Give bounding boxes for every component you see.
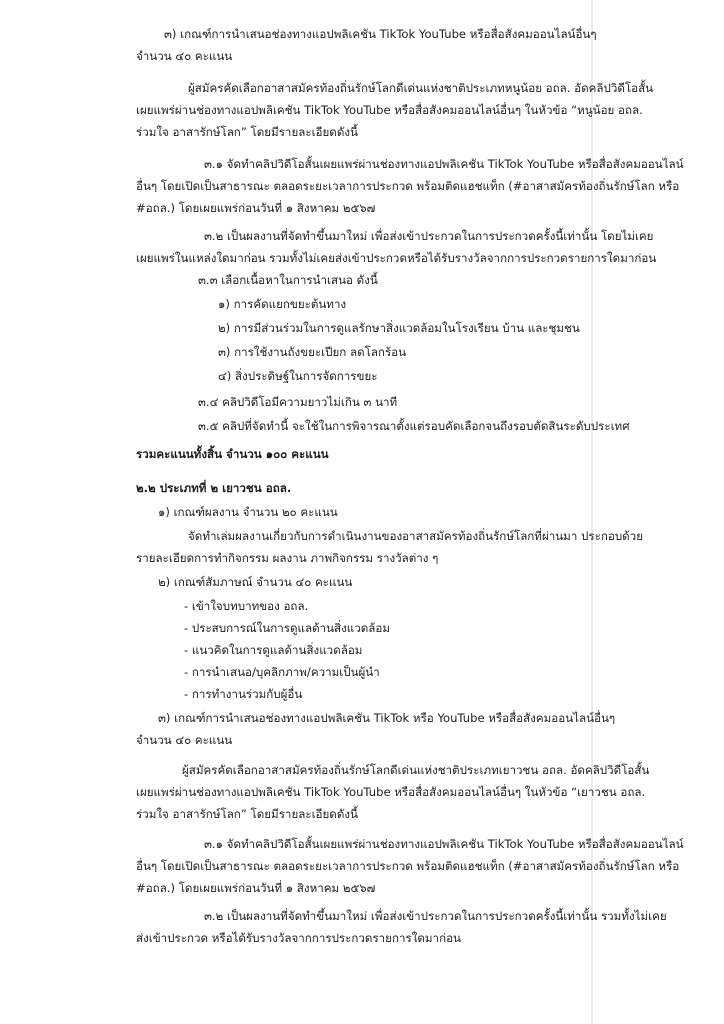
s2-interview-item: - แนวคิดในการดูแลด้านสิ่งแวดล้อม	[184, 643, 363, 657]
s1-r35: ๓.๕ คลิปที่จัดทำนี้ จะใช้ในการพิจารณาตั้งแต่รอบคัดเลือกจนถึงรอบตัดสินระดับประเทศ	[198, 419, 630, 433]
s2-desc-line: เผยแพร่ผ่านช่องทางแอปพลิเคชัน TikTok YouTube หรือสื่อสังคมออนไลน์อื่นๆ ในหัวข้อ “เยาวชน อถล.	[136, 785, 646, 799]
s2-r32-line: ส่งเข้าประกวด หรือได้รับรางวัลจากการประกวดรายการใดมาก่อน	[136, 931, 461, 945]
s2-item2: ๒) เกณฑ์สัมภาษณ์ จำนวน ๔๐ คะแนน	[158, 575, 353, 589]
s2-r31-line: อื่นๆ โดยเปิดเป็นสาธารณะ ตลอดระยะเวลาการประกวด พร้อมติดแฮชแท็ก (#อาสาสมัครท้องถิ่นรักษ์โลก หรือ	[136, 859, 680, 873]
s1-desc-line: ร่วมใจ อาสารักษ์โลก” โดยมีรายละเอียดดังนี้	[136, 125, 358, 139]
s1-r34: ๓.๔ คลิปวิดีโอมีความยาวไม่เกิน ๓ นาที	[198, 395, 398, 409]
s2-interview-item: - การทำงานร่วมกับผู้อื่น	[184, 687, 303, 701]
s2-interview-item: - การนำเสนอ/บุคลิกภาพ/ความเป็นผู้นำ	[184, 665, 380, 679]
s1-item3-score: จำนวน ๔๐ คะแนน	[136, 49, 233, 63]
s1-desc-line: เผยแพร่ผ่านช่องทางแอปพลิเคชัน TikTok YouTube หรือสื่อสังคมออนไลน์อื่นๆ ในหัวข้อ “หนูน้อย อถล.	[136, 103, 643, 117]
s1-r33: ๓.๓ เลือกเนื้อหาในการนำเสนอ ดังนี้	[198, 273, 378, 287]
s1-desc-line: ผู้สมัครคัดเลือกอาสาสมัครท้องถิ่นรักษ์โลกดีเด่นแห่งชาติประเภทหนูน้อย อถล. อัดคลิปวิดีโอสั้น	[188, 81, 654, 95]
s1-topic-item: ๑) การคัดแยกขยะต้นทาง	[218, 297, 347, 311]
s1-r31-line: ๓.๑ จัดทำคลิปวิดีโอสั้นเผยแพร่ผ่านช่องทางแอปพลิเคชัน TikTok YouTube หรือสื่อสังคมออนไลน์	[204, 157, 684, 171]
s2-item1: ๑) เกณฑ์ผลงาน จำนวน ๒๐ คะแนน	[158, 505, 338, 519]
s1-topic-item: ๔) สิ่งประดิษฐ์ในการจัดการขยะ	[218, 369, 378, 383]
s1-topic-item: ๓) การใช้งานถังขยะเปียก ลดโลกร้อน	[218, 345, 407, 359]
s2-heading: ๒.๒ ประเภทที่ ๒ เยาวชน อถล.	[136, 481, 292, 495]
s2-item1-desc: จัดทำเล่มผลงานเกี่ยวกับการดำเนินงานของอาสาสมัครท้องถิ่นรักษ์โลกที่ผ่านมา ประกอบด้วย	[188, 529, 644, 543]
s2-interview-item: - เข้าใจบทบาทของ อถล.	[184, 599, 309, 613]
s2-r31-line: #อถล.) โดยเผยแพร่ก่อนวันที่ ๑ สิงหาคม ๒๕๖๗	[136, 881, 376, 895]
s1-r32-line: ๓.๒ เป็นผลงานที่จัดทำขึ้นมาใหม่ เพื่อส่งเข้าประกวดในการประกวดครั้งนี้เท่านั้น โดยไม่เคย	[204, 229, 654, 243]
s2-interview-item: - ประสบการณ์ในการดูแลด้านสิ่งแวดล้อม	[184, 621, 391, 635]
s2-desc-line: ผู้สมัครคัดเลือกอาสาสมัครท้องถิ่นรักษ์โลกดีเด่นแห่งชาติประเภทเยาวชน อถล. อัดคลิปวิดีโอสั้น	[182, 763, 650, 777]
total-score: รวมคะแนนทั้งสิ้น จำนวน ๑๐๐ คะแนน	[136, 447, 329, 461]
s2-item3-title: ๓) เกณฑ์การนำเสนอช่องทางแอปพลิเคชัน TikTok หรือ YouTube หรือสื่อสังคมออนไลน์อื่นๆ	[158, 711, 616, 725]
s1-r32-line: เผยแพร่ในแหล่งใดมาก่อน รวมทั้งไม่เคยส่งเข้าประกวดหรือได้รับรางวัลจากการประกวดรายการใดมาก่อน	[136, 251, 657, 265]
s2-r31-line: ๓.๑ จัดทำคลิปวิดีโอสั้นเผยแพร่ผ่านช่องทางแอปพลิเคชัน TikTok YouTube หรือสื่อสังคมออนไลน์	[204, 837, 684, 851]
s1-topic-item: ๒) การมีส่วนร่วมในการดูแลรักษาสิ่งแวดล้อมในโรงเรียน บ้าน และชุมชน	[218, 321, 580, 335]
s1-item3-title: ๓) เกณฑ์การนำเสนอช่องทางแอปพลิเคชัน TikTok YouTube หรือสื่อสังคมออนไลน์อื่นๆ	[164, 27, 597, 41]
s1-r31-line: อื่นๆ โดยเปิดเป็นสาธารณะ ตลอดระยะเวลาการประกวด พร้อมติดแฮชแท็ก (#อาสาสมัครท้องถิ่นรักษ์โลก หรือ	[136, 179, 680, 193]
s2-desc-line: ร่วมใจ อาสารักษ์โลก” โดยมีรายละเอียดดังนี้	[136, 807, 358, 821]
s2-item3-score: จำนวน ๔๐ คะแนน	[136, 733, 233, 747]
s1-r31-line: #อถล.) โดยเผยแพร่ก่อนวันที่ ๑ สิงหาคม ๒๕๖๗	[136, 201, 376, 215]
s2-r32-line: ๓.๒ เป็นผลงานที่จัดทำขึ้นมาใหม่ เพื่อส่งเข้าประกวดในการประกวดครั้งนี้เท่านั้น รวมทั้งไม่เคย	[204, 909, 667, 923]
s2-item1-desc: รายละเอียดการทำกิจกรรม ผลงาน ภาพกิจกรรม รางวัลต่าง ๆ	[136, 551, 439, 565]
